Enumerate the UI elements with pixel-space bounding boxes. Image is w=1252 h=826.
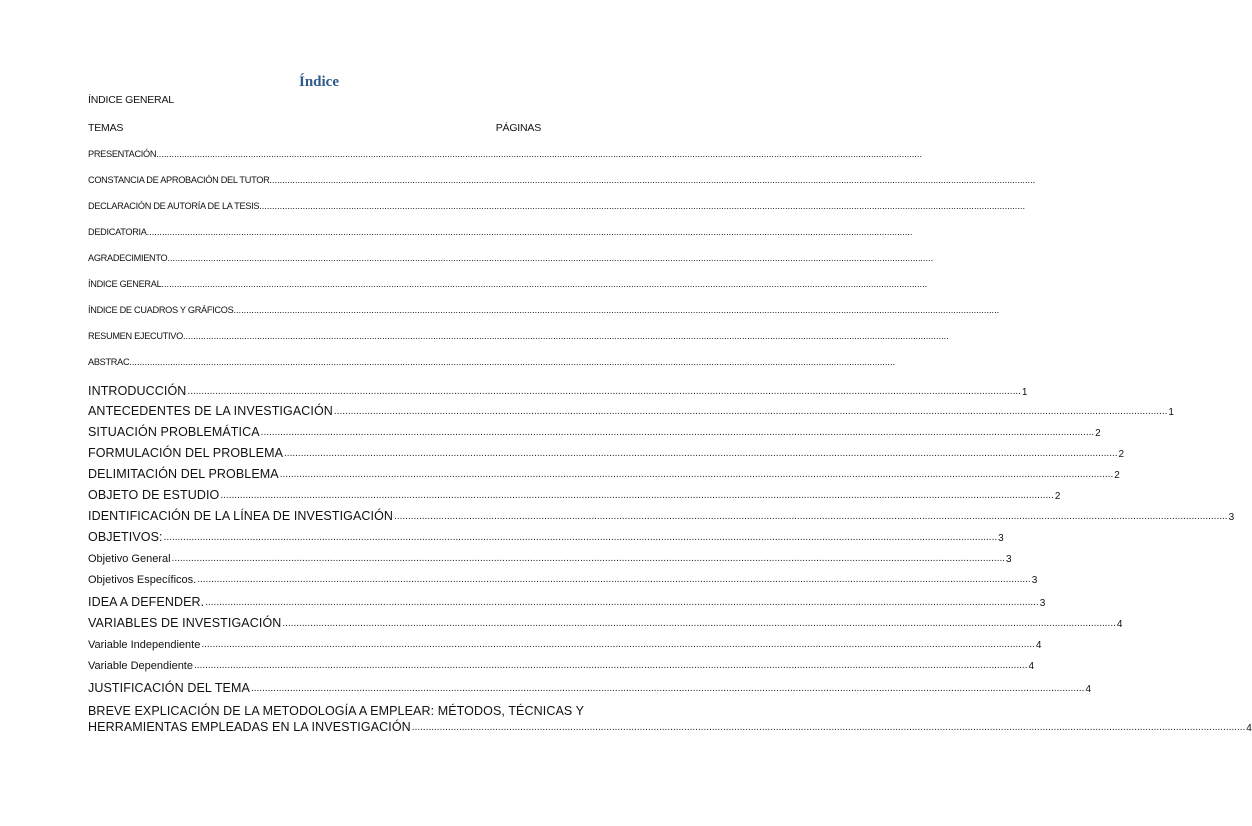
prelim-item: PRESENTACIÓN............................................................................................................................................................................................................................................................................................................: [88, 149, 922, 159]
toc-entry: VARIABLES DE INVESTIGACIÓN ............................................................................................................................................................................................................................................................................................................ 4: [88, 616, 1123, 630]
dot-leader: ............................................................................................................................................................................................................................................................................................................: [167, 253, 934, 263]
dot-leader: ............................................................................................................................................................................................................................................................................................................: [220, 490, 1054, 501]
prelim-item: DECLARACIÓN DE AUTORÍA DE LA TESIS............................................................................................................................................................................................................................................................................................................: [88, 201, 1026, 211]
toc-entry: Objetivos Específicos. ............................................................................................................................................................................................................................................................................................................ 3: [88, 574, 1038, 586]
toc-entry: Variable Independiente ............................................................................................................................................................................................................................................................................................................ 4: [88, 639, 1042, 651]
toc-entry: IDEA A DEFENDER. ............................................................................................................................................................................................................................................................................................................ 3: [88, 595, 1046, 609]
dot-leader: ............................................................................................................................................................................................................................................................................................................: [250, 683, 1085, 694]
temas-heading: TEMAS: [88, 122, 124, 134]
toc-entry: DELIMITACIÓN DEL PROBLEMA ............................................................................................................................................................................................................................................................................................................ 2: [88, 467, 1120, 481]
toc-entry: SITUACIÓN PROBLEMÁTICA ............................................................................................................................................................................................................................................................................................................ 2: [88, 425, 1101, 439]
prelim-item: ÍNDICE DE CUADROS Y GRÁFICOS............................................................................................................................................................................................................................................................................................................: [88, 305, 1000, 315]
dot-leader: ............................................................................................................................................................................................................................................................................................................: [205, 597, 1039, 608]
toc-entry: JUSTIFICACIÓN DEL TEMA ............................................................................................................................................................................................................................................................................................................ 4: [88, 681, 1092, 695]
dot-leader: ............................................................................................................................................................................................................................................................................................................: [411, 722, 1246, 733]
toc-entry-multiline: BREVE EXPLICACIÓN DE LA METODOLOGÍA A EMPLEAR: MÉTODOS, TÉCNICAS Y HERRAMIENTAS EMPLEADAS EN LA INVESTIGACIÓN ............................................................................................................................................................................................................................................................................................................ 4: [88, 704, 1252, 734]
dot-leader: ............................................................................................................................................................................................................................................................................................................: [284, 448, 1118, 459]
page-title: Índice: [298, 74, 339, 90]
dot-leader: ............................................................................................................................................................................................................................................................................................................: [146, 227, 913, 237]
toc-entry: OBJETIVOS: ............................................................................................................................................................................................................................................................................................................ 3: [88, 530, 1004, 544]
toc-entry: INTRODUCCIÓN ............................................................................................................................................................................................................................................................................................................ 1: [88, 384, 1028, 398]
prelim-item: CONSTANCIA DE APROBACIÓN DEL TUTOR............................................................................................................................................................................................................................................................................................................: [88, 175, 1036, 185]
dot-leader: ............................................................................................................................................................................................................................................................................................................: [187, 386, 1021, 397]
dot-leader: ............................................................................................................................................................................................................................................................................................................: [182, 331, 949, 341]
prelim-item: AGRADECIMIENTO............................................................................................................................................................................................................................................................................................................: [88, 253, 934, 263]
dot-leader: ............................................................................................................................................................................................................................................................................................................: [233, 305, 1000, 315]
toc-entry: Variable Dependiente ............................................................................................................................................................................................................................................................................................................ 4: [88, 660, 1035, 672]
dot-leader: ............................................................................................................................................................................................................................................................................................................: [279, 469, 1114, 480]
dot-leader: ............................................................................................................................................................................................................................................................................................................: [193, 660, 1028, 671]
toc-entry: FORMULACIÓN DEL PROBLEMA ............................................................................................................................................................................................................................................................................................................ 2: [88, 446, 1125, 460]
dot-leader: ............................................................................................................................................................................................................................................................................................................: [260, 427, 1095, 438]
dot-leader: ............................................................................................................................................................................................................................................................................................................: [394, 511, 1228, 522]
indice-general-heading: ÍNDICE GENERAL: [88, 94, 174, 106]
dot-leader: ............................................................................................................................................................................................................................................................................................................: [129, 357, 896, 367]
dot-leader: ............................................................................................................................................................................................................................................................................................................: [156, 149, 922, 159]
toc-entry: IDENTIFICACIÓN DE LA LÍNEA DE INVESTIGACIÓN ............................................................................................................................................................................................................................................................................................................ 3: [88, 509, 1235, 523]
toc-entry: ANTECEDENTES DE LA INVESTIGACIÓN ............................................................................................................................................................................................................................................................................................................ 1: [88, 404, 1174, 418]
dot-leader: ............................................................................................................................................................................................................................................................................................................: [201, 639, 1035, 650]
prelim-item: ABSTRAC............................................................................................................................................................................................................................................................................................................: [88, 357, 896, 367]
dot-leader: ............................................................................................................................................................................................................................................................................................................: [163, 532, 998, 543]
dot-leader: ............................................................................................................................................................................................................................................................................................................: [197, 574, 1031, 585]
dot-leader: ............................................................................................................................................................................................................................................................................................................: [161, 279, 928, 289]
toc-entry: OBJETO DE ESTUDIO ............................................................................................................................................................................................................................................................................................................ 2: [88, 488, 1061, 502]
prelim-item: ÍNDICE GENERAL............................................................................................................................................................................................................................................................................................................: [88, 279, 928, 289]
dot-leader: ............................................................................................................................................................................................................................................................................................................: [333, 406, 1168, 417]
prelim-item: DEDICATORIA............................................................................................................................................................................................................................................................................................................: [88, 227, 913, 237]
dot-leader: ............................................................................................................................................................................................................................................................................................................: [171, 553, 1006, 564]
dot-leader: ............................................................................................................................................................................................................................................................................................................: [269, 175, 1036, 185]
toc-entry: Objetivo General ............................................................................................................................................................................................................................................................................................................ 3: [88, 553, 1012, 565]
dot-leader: ............................................................................................................................................................................................................................................................................................................: [282, 618, 1116, 629]
toc-entry-line2: HERRAMIENTAS EMPLEADAS EN LA INVESTIGACIÓN ............................................................................................................................................................................................................................................................................................................ 4: [88, 720, 1252, 734]
paginas-heading: PÁGINAS: [495, 122, 541, 134]
dot-leader: ............................................................................................................................................................................................................................................................................................................: [259, 201, 1026, 211]
prelim-item: RESUMEN EJECUTIVO............................................................................................................................................................................................................................................................................................................: [88, 331, 949, 341]
